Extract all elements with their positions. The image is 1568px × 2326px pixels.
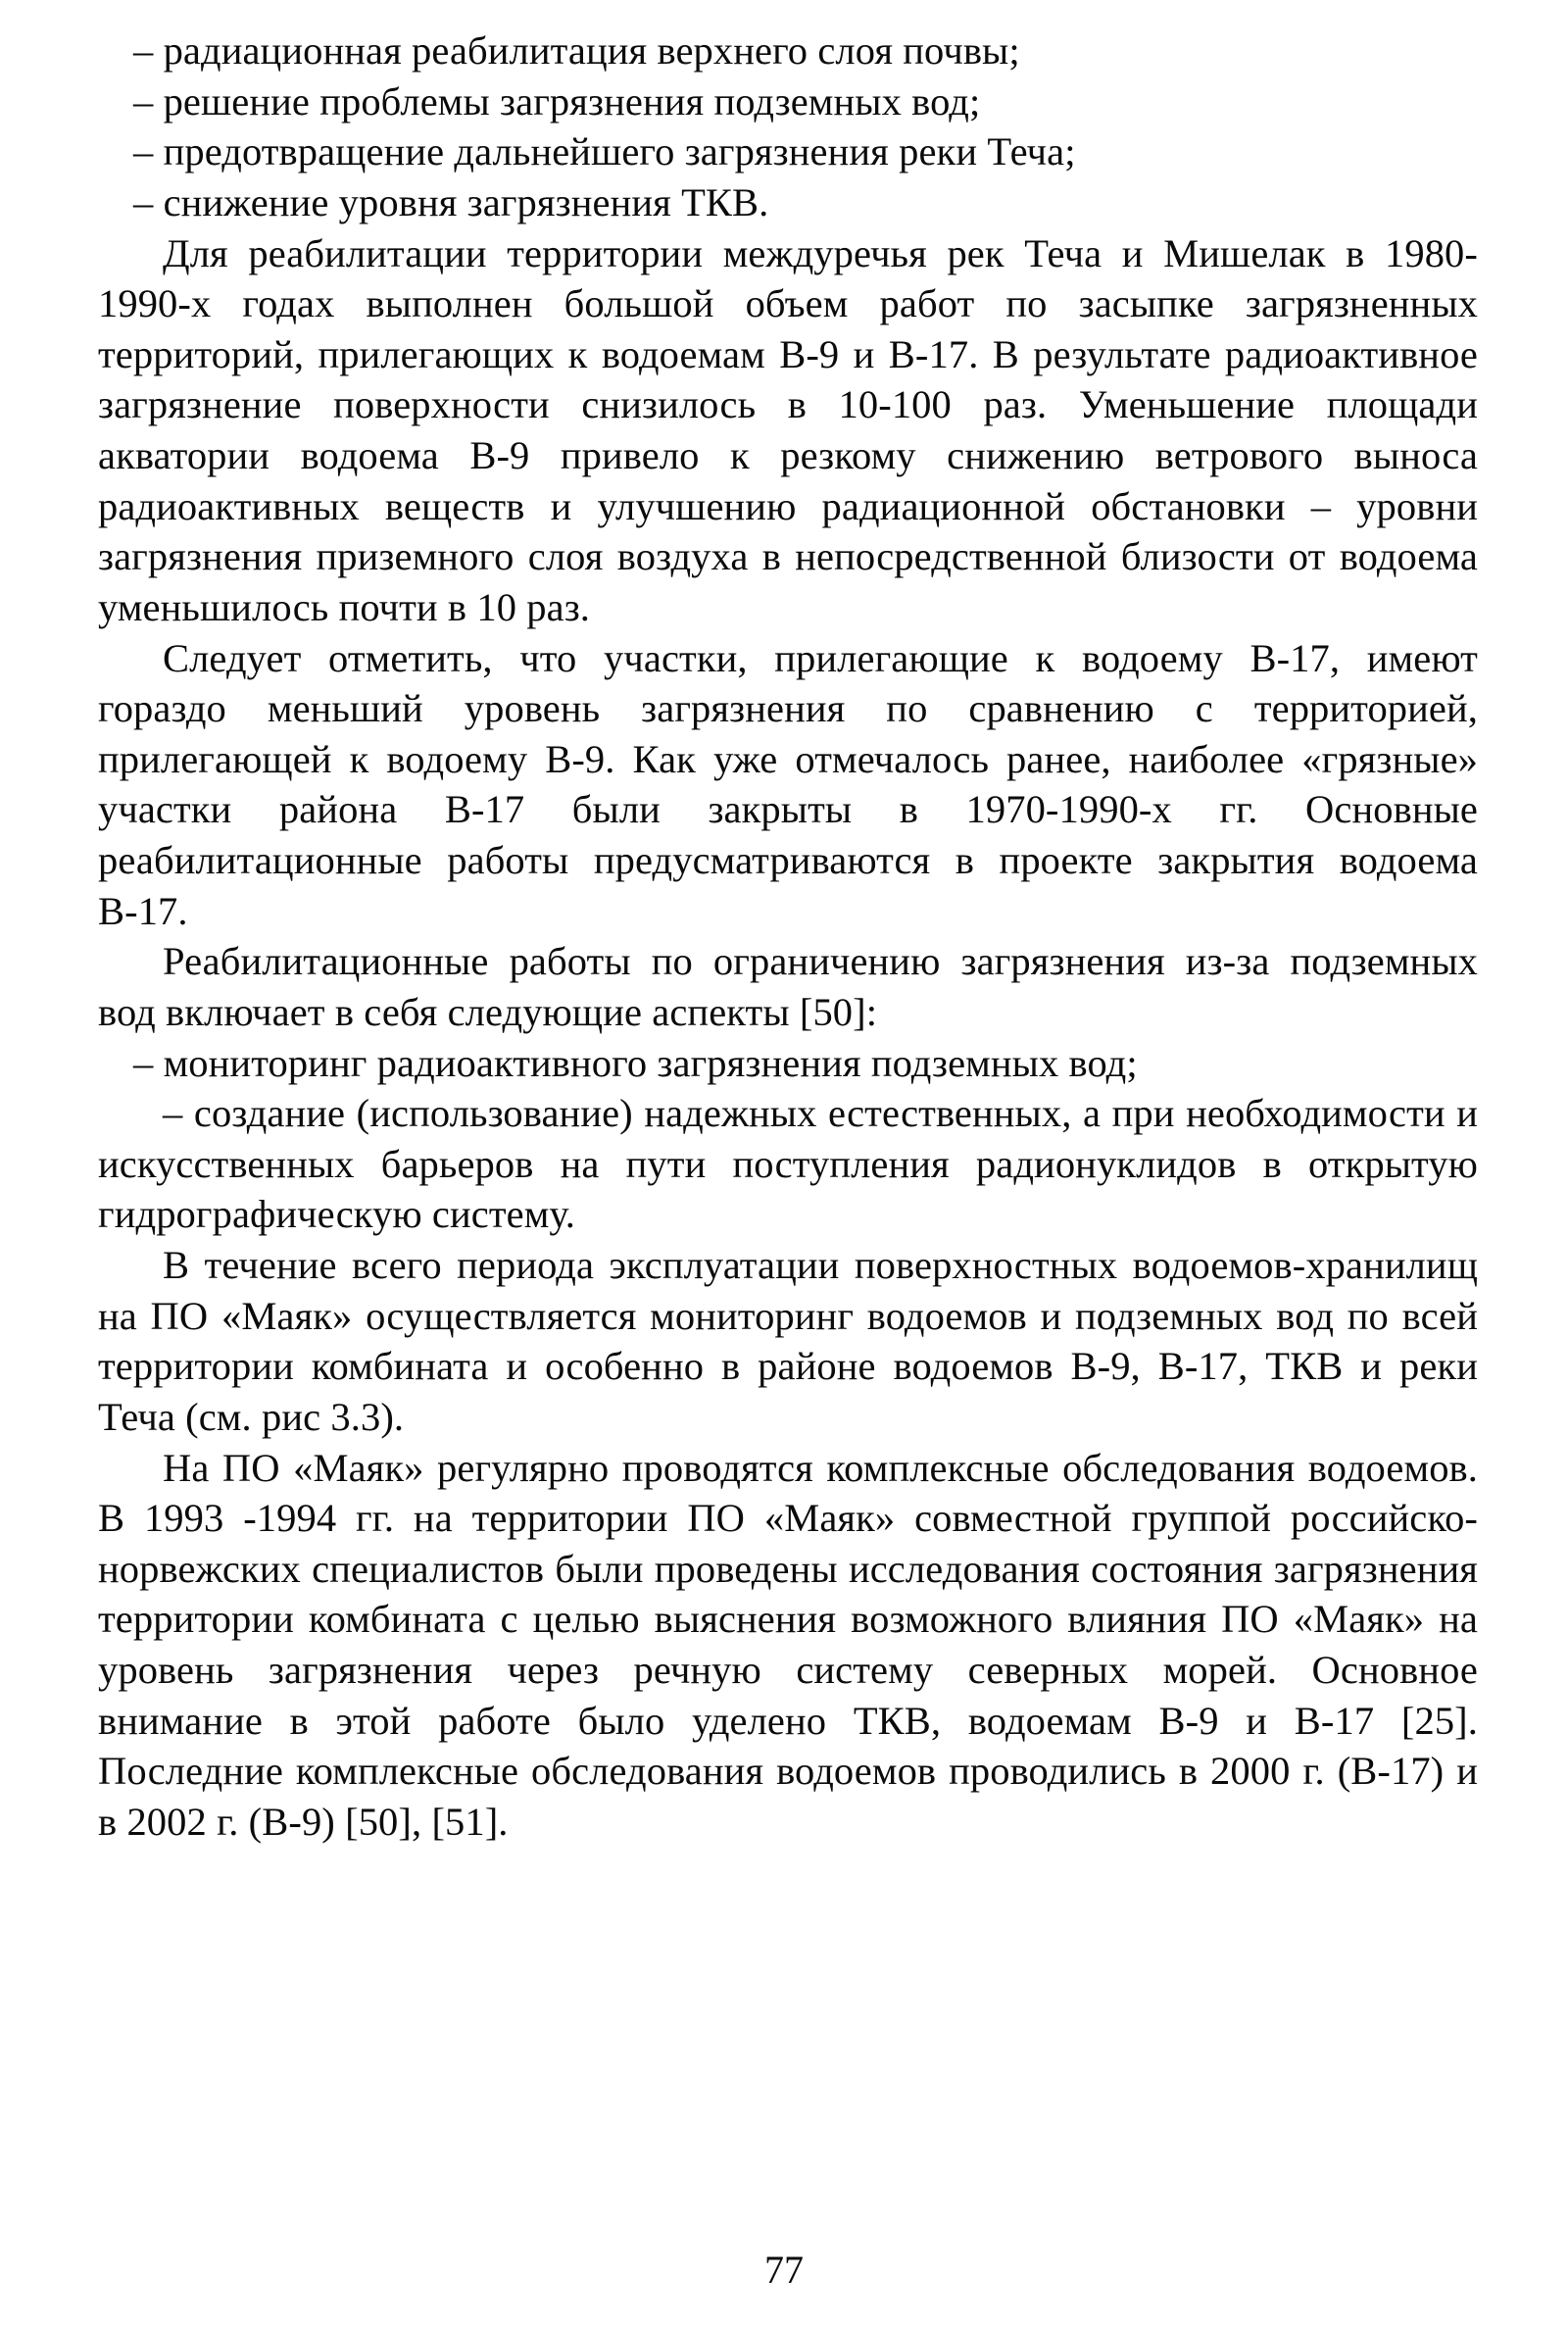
bullet-item-6: – создание (использование) надежных естественных, а при необходимости и искусственных барьеров на пути поступления радионуклидов в открытую гидрографическую систему.	[98, 1091, 1478, 1237]
paragraph-4: В течение всего периода эксплуатации поверхностных водоемов-хранилищ на ПО «Маяк» осуществляется мониторинг водоемов и подземных вод по всей территории комбината и особенно в районе водоемов В-9, В-17, ТКВ и реки Теча (см. рис 3.3).	[98, 1243, 1478, 1439]
bullet-item-4: – снижение уровня загрязнения ТКВ.	[133, 179, 769, 224]
page-number: 77	[764, 2248, 804, 2292]
paragraph-3: Реабилитационные работы по ограничению загрязнения из-за подземных вод включает в себя следующие аспекты [50]:	[98, 939, 1478, 1034]
bullet-item-2: – решение проблемы загрязнения подземных вод;	[133, 78, 981, 124]
paragraph-2: Следует отметить, что участки, прилегающие к водоему В-17, имеют гораздо меньший уровень загрязнения по сравнению с территорией, прилегающей к водоему В-9. Как уже отмечалось ранее, наиболее «грязные» участки района В-17 были закрыты в 1970-1990-х гг. Основные реабилитационные работы предусматриваются в проекте закрытия водоема В-17.	[98, 635, 1478, 933]
page-body	[98, 25, 1478, 1848]
paragraph-1: Для реабилитации территории междуречья рек Теча и Мишелак в 1980-1990-х годах выполнен большой объем работ по засыпке загрязненных территорий, прилегающих к водоемам В-9 и В-17. В результате радиоактивное загрязнение поверхности снизилось в 10-100 раз. Уменьшение площади акватории водоема В-9 привело к резкому снижению ветрового выноса радиоактивных веществ и улучшению радиационной обстановки – уровни загрязнения приземного слоя воздуха в непосредственной близости от водоема уменьшилось почти в 10 раз.	[98, 230, 1478, 629]
bullet-item-5: – мониторинг радиоактивного загрязнения подземных вод;	[133, 1040, 1138, 1085]
bullet-item-3: – предотвращение дальнейшего загрязнения реки Теча;	[133, 129, 1076, 174]
paragraph-5: На ПО «Маяк» регулярно проводятся комплексные обследования водоемов. В 1993 -1994 гг. на территории ПО «Маяк» совместной группой российско-норвежских специалистов были проведены исследования состояния загрязнения территории комбината с целью выяснения возможного влияния ПО «Маяк» на уровень загрязнения через речную систему северных морей. Основное внимание в этой работе было уделено ТКВ, водоемам В-9 и В-17 [25]. Последние комплексные обследования водоемов проводились в 2000 г. (В-17) и в 2002 г. (В-9) [50], [51].	[98, 1445, 1478, 1844]
bullet-item-1: – радиационная реабилитация верхнего слоя почвы;	[133, 28, 1020, 73]
